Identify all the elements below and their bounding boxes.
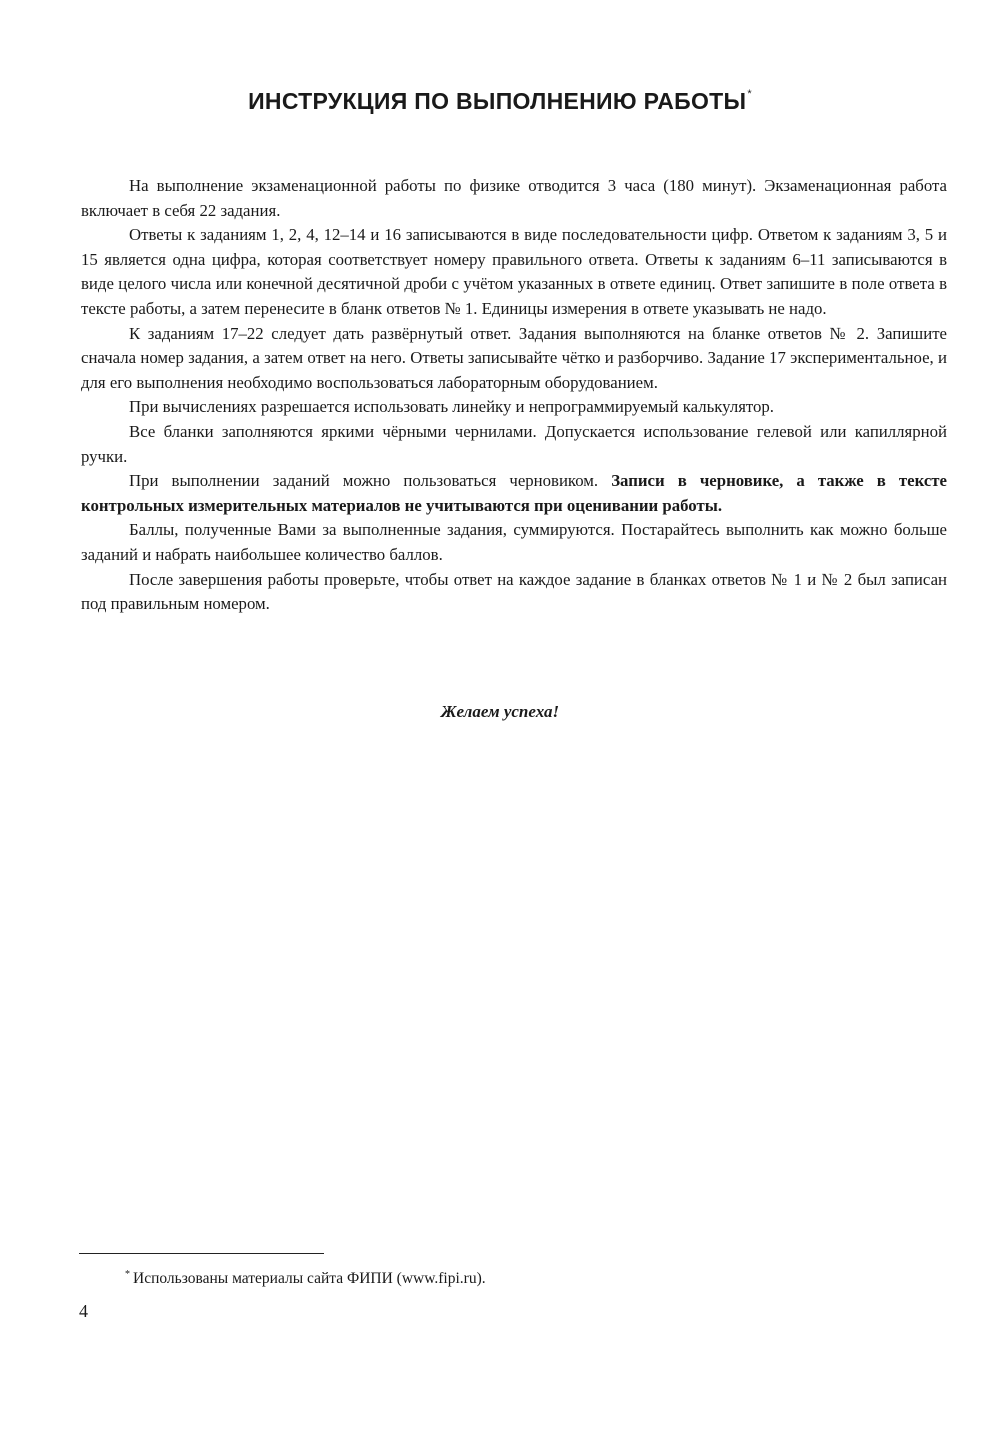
paragraph-calculator: При вычислениях разрешается использовать линейку и непрограммируемый калькулятор.: [129, 397, 774, 417]
footnote: [125, 1269, 486, 1288]
paragraph-time: На выполнение экзаменационной работы по физике отводится 3 часа (180 минут). Экзаменационная работа включает в себя 22 задания.: [81, 176, 947, 220]
paragraph-draft-plain: При выполнении заданий можно пользоваться черновиком.: [129, 471, 612, 491]
paragraph-ink: Все бланки заполняются яркими чёрными чернилами. Допускается использование гелевой или капиллярной ручки.: [81, 421, 947, 466]
page-number: 4: [79, 1301, 88, 1321]
footnote-divider: [79, 1253, 324, 1254]
paragraph-answers-short: Ответы к заданиям 1, 2, 4, 12–14 и 16 записываются в виде последовательности цифр. Ответом к заданиям 3, 5 и 15 является одна цифра, которая соответствует номеру правильного ответа. Ответы к заданиям 6–11 записываются в виде целого числа или конечной десятичной дроби с учётом указанных в ответе единиц. Ответ запишите в поле ответа в тексте работы, а затем перенесите в бланк ответов № 1. Единицы измерения в ответе указывать не надо.: [81, 225, 947, 318]
paragraph-points: Баллы, полученные Вами за выполненные задания, суммируются. Постарайтесь выполнить как можно больше заданий и набрать наибольшее количество баллов.: [81, 520, 947, 564]
paragraph-check: После завершения работы проверьте, чтобы ответ на каждое задание в бланках ответов № 1 и № 2 был записан под правильным номером.: [81, 569, 947, 614]
page-title: [0, 88, 1000, 115]
title-footnote-mark: *: [747, 88, 752, 100]
paragraph-draft-bold: Записи в черновике, а также в тексте контрольных измерительных материалов не учитываются при оценивании работы.: [81, 471, 948, 515]
footnote-mark: *: [125, 1269, 130, 1280]
page-title-text: ИНСТРУКЦИЯ ПО ВЫПОЛНЕНИЮ РАБОТЫ: [248, 88, 747, 114]
paragraph-draft: [81, 469, 947, 518]
closing-wish: Желаем успеха!: [440, 702, 560, 721]
paragraph-answers-extended: К заданиям 17–22 следует дать развёрнутый ответ. Задания выполняются на бланке ответов № 2. Запишите сначала номер задания, а затем ответ на него. Ответы записывайте чётко и разборчиво. Задание 17 экспериментальное, и для его выполнения необходимо воспользоваться лабораторным оборудованием.: [81, 323, 947, 392]
instruction-body: [81, 174, 947, 617]
footnote-text: Использованы материалы сайта ФИПИ (www.fipi.ru).: [133, 1270, 486, 1287]
